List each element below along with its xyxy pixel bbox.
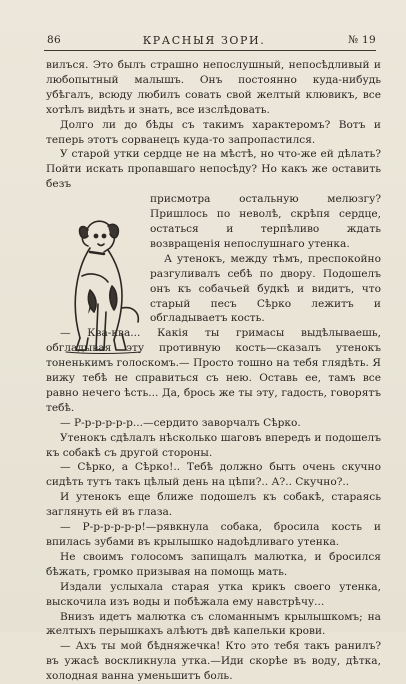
page-number: 86 [47,34,61,46]
paragraph: — Р-р-р-р-р-р!—рявкнула собака, бросила кость и впилась зубами въ крылышко надоѣдливаго утенка. [46,521,381,548]
article-text [46,58,381,684]
paragraph: И утенокъ еще ближе подошелъ къ собакѣ, стараясь заглянуть ей въ глаза. [46,491,381,519]
issue-number: № 19 [348,34,376,46]
paragraph: Издали услыхала старая утка крикъ своего утенка, выскочила изъ воды и побѣжала ему навстрѣчу... [46,580,381,608]
paragraph: У старой утки сердце не на мѣстѣ, но что-же ей дѣлать? Пойти искать пропавшаго непосѣду? Но какъ же оставить безъ [46,148,381,191]
paragraph: Не своимъ голосомъ запищалъ малютка, и бросился бѣжать, громко призывая на помощь мать. [46,550,381,578]
running-header [30,34,378,48]
paragraph: — Р-р-р-р-р-р...—сердито заворчалъ Сѣрко. [60,416,301,429]
paragraph: присмотра остальную мелюзгу? Пришлось по неволѣ, скрѣпя сердце, остаться и терпѣливо ждать возвращенія непослушнаго утенка. [150,193,381,250]
paragraph: Внизъ идетъ малютка съ сломаннымъ крылышкомъ; на желтыхъ перышкахъ алѣютъ двѣ капельки крови. [46,610,381,638]
paragraph: — Ква-ква... Какія ты гримасы выдѣлываешь, обгладывая эту противную кость—сказалъ утенокъ тоненькимъ голоскомъ.— Просто тошно на тебя глядѣть. Я вижу тебѣ не справиться съ нею. Оставь ее, тамъ все равно нечего ѣсть... Да, брось же ты эту, гадость, говорятъ тебѣ. [46,327,381,414]
paragraph: — Сѣрко, а Сѣрко!.. Тебѣ должно быть очень скучно сидѣть тутъ такъ цѣлый день на цѣпи?.. А?.. Скучно?.. [46,461,381,489]
paragraph: — Ахъ ты мой бѣдняжечка! Кто это тебя такъ ранилъ? въ ужасѣ воскликнула утка.—Иди скорѣе въ воду, дѣтка, холодная ванна уменьшитъ боль. [46,640,381,683]
paragraph: А утенокъ, между тѣмъ, преспокойно разгуливалъ себѣ по двору. Подошелъ онъ къ собачьей будкѣ и видитъ, что старый песъ Сѣрко лежитъ и обгладываетъ кость. [150,252,381,325]
journal-title: КРАСНЫЯ ЗОРИ. [142,34,266,47]
paragraph: вилъся. Это былъ страшно непослушный, непосѣдливый и любопытный малышъ. Онъ постоянно куда-нибудь убѣгалъ, всюду любилъ совать свой желтый клювикъ, все хотѣлъ видѣть и знать, все изслѣдовать. [46,59,381,116]
paragraph: Долго ли до бѣды съ такимъ характеромъ? Вотъ и теперь этотъ сорванецъ куда-то запропастился. [46,118,381,146]
paragraph: Утенокъ сдѣлалъ нѣсколько шаговъ впередъ и подошелъ къ собакѣ съ другой стороны. [46,431,381,459]
header-rule [44,50,376,51]
